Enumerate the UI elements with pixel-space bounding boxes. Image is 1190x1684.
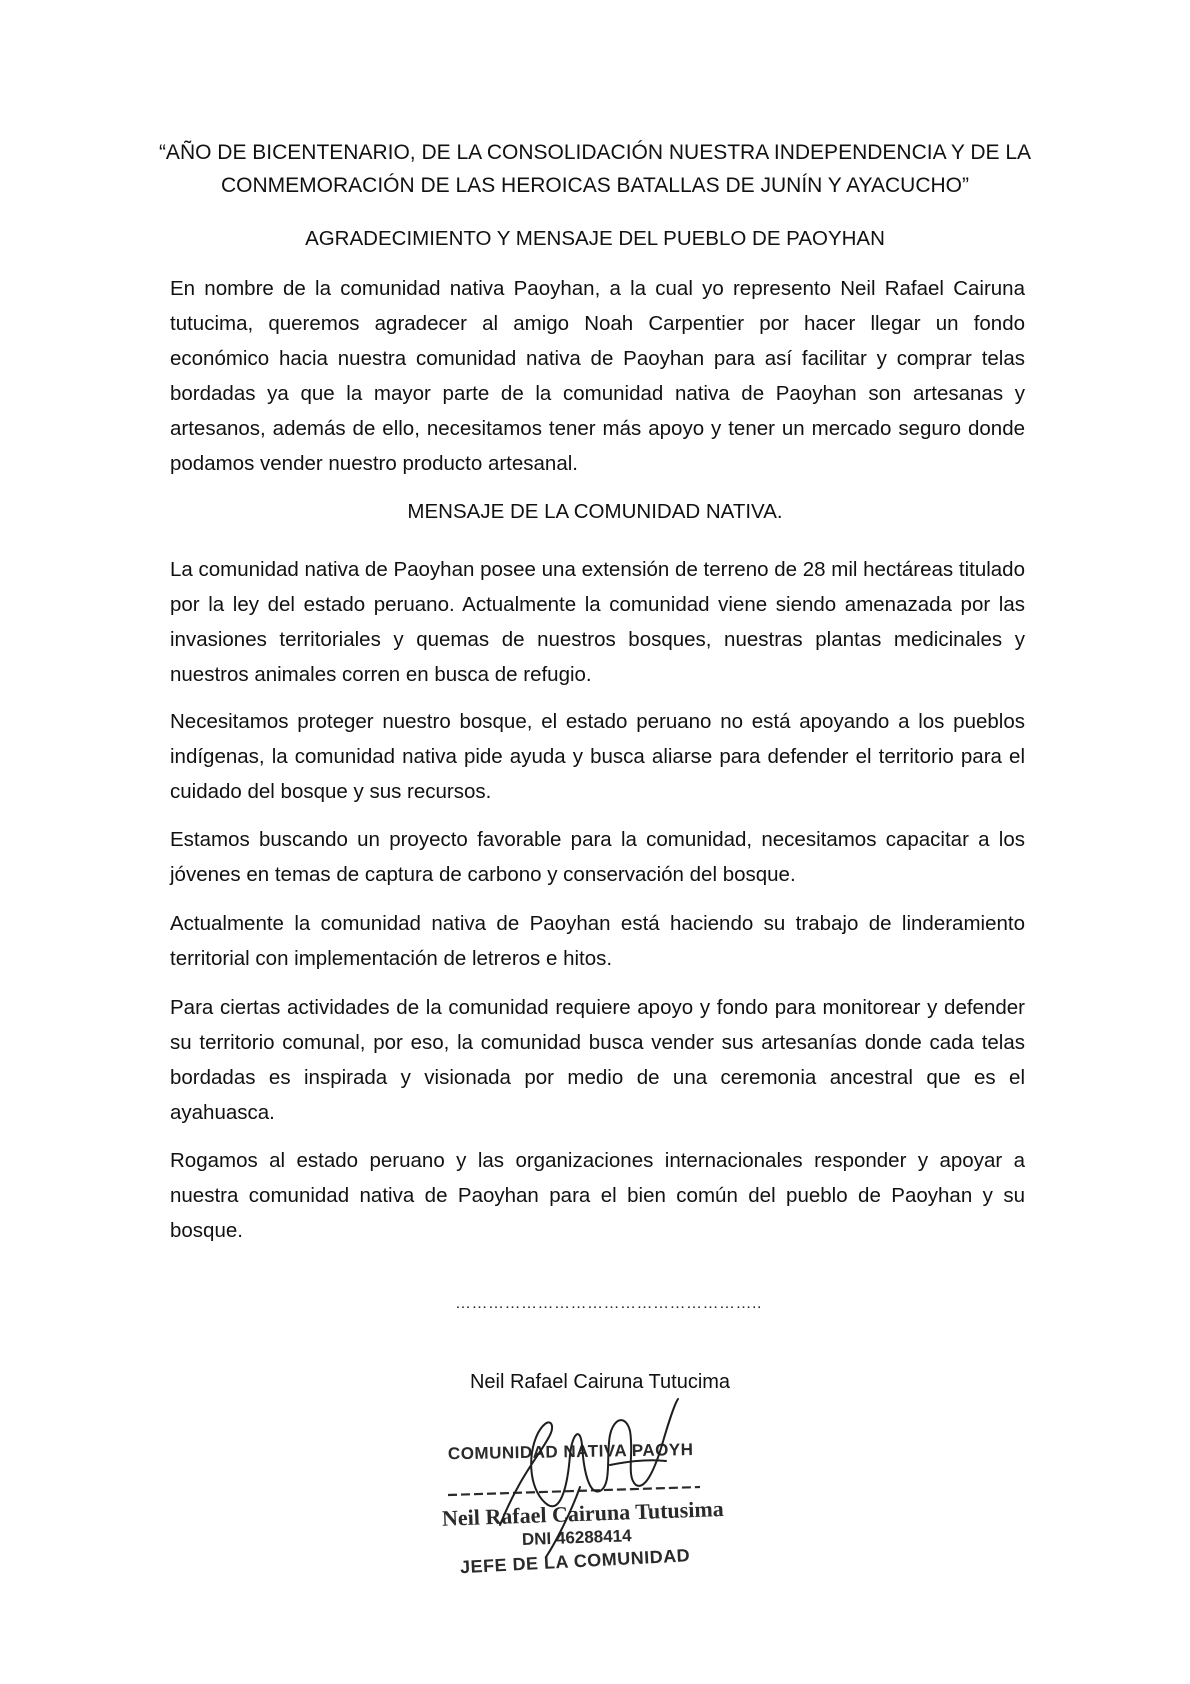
paragraph-territory: La comunidad nativa de Paoyhan posee una extensión de terreno de 28 mil hectáreas titulado por la ley del estado peruano. Actualmente la comunidad viene siendo amenazada por las invasiones territoriales y quemas de nuestros bosques, nuestras plantas medicinales y nuestros animales corren en busca de refugio. <box>170 558 1025 686</box>
document-title <box>150 136 1040 202</box>
paragraph-thanks: En nombre de la comunidad nativa Paoyhan, a la cual yo represento Neil Rafael Cairuna tutucima, queremos agradecer al amigo Noah Carpentier por hacer llegar un fondo económico hacia nuestra comunidad nativa de Paoyhan para así facilitar y comprar telas bordadas ya que la mayor parte de la comunidad nativa de Paoyhan son artesanas y artesanos, además de ello, necesitamos tener más apoyo y tener un mercado seguro donde podamos vender nuestro producto artesanal. <box>170 277 1025 475</box>
paragraph-project: Estamos buscando un proyecto favorable para la comunidad, necesitamos capacitar a los jóvenes en temas de captura de carbono y conservación del bosque. <box>170 828 1025 886</box>
section-heading-message: MENSAJE DE LA COMUNIDAD NATIVA. <box>407 500 783 523</box>
signature-dotted-line: ……………………………………………….. <box>455 1295 762 1312</box>
signature-stamp <box>430 1395 760 1585</box>
title-line-2: CONMEMORACIÓN DE LAS HEROICAS BATALLAS DE JUNÍN Y AYACUCHO” <box>221 174 969 197</box>
stamp-role-text: JEFE DE LA COMUNIDAD <box>459 1545 691 1578</box>
paragraph-protect-forest: Necesitamos proteger nuestro bosque, el estado peruano no está apoyando a los pueblos indígenas, la comunidad nativa pide ayuda y busca aliarse para defender el territorio para el cuidado del bosque y sus recursos. <box>170 710 1025 803</box>
signer-name: Neil Rafael Cairuna Tutucima <box>469 1371 731 1393</box>
section-heading-thanks: AGRADECIMIENTO Y MENSAJE DEL PUEBLO DE PAOYHAN <box>305 227 885 250</box>
paragraph-appeal: Rogamos al estado peruano y las organizaciones internacionales responder y apoyar a nuestra comunidad nativa de Paoyhan para el bien común del pueblo de Paoyhan y su bosque. <box>170 1149 1025 1242</box>
paragraph-boundaries: Actualmente la comunidad nativa de Paoyhan está haciendo su trabajo de linderamiento territorial con implementación de letreros e hitos. <box>170 912 1025 970</box>
stamp-community-text: COMUNIDAD NATIVA PAOYH <box>447 1440 694 1464</box>
stamp-name-text: Neil Rafael Cairuna Tutusima <box>441 1495 725 1531</box>
paragraph-activities: Para ciertas actividades de la comunidad requiere apoyo y fondo para monitorear y defender su territorio comunal, por eso, la comunidad busca vender sus artesanías donde cada telas bordadas es inspirada y visionada por medio de una ceremonia ancestral que es el ayahuasca. <box>170 996 1025 1124</box>
title-line-1: “AÑO DE BICENTENARIO, DE LA CONSOLIDACIÓN NUESTRA INDEPENDENCIA Y DE LA <box>158 141 1032 164</box>
stamp-dni-text: DNI 46288414 <box>521 1526 632 1550</box>
stamp-dashed-line <box>448 1487 700 1495</box>
